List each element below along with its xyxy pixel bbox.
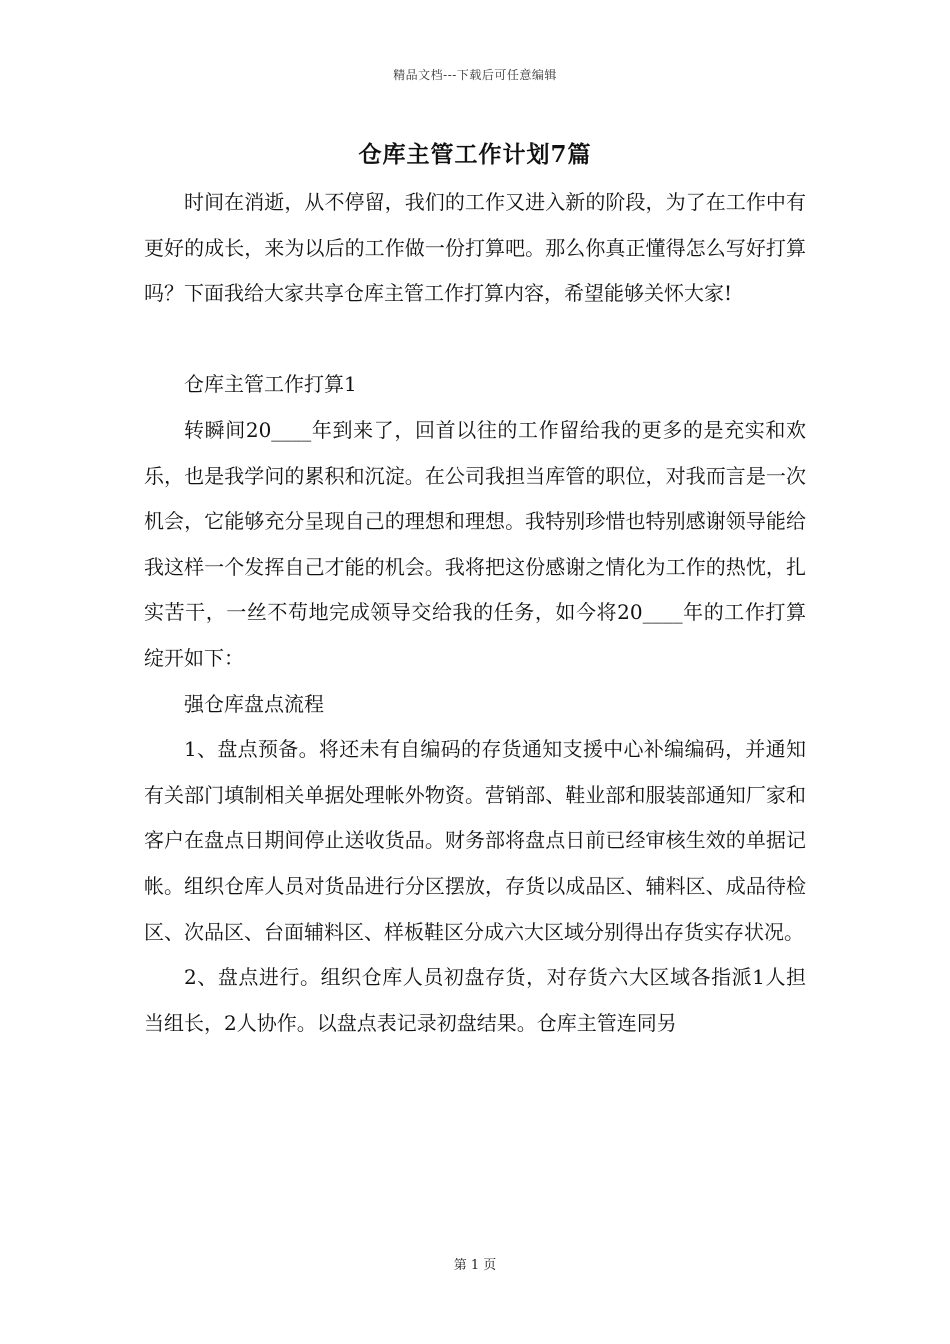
paragraph: 转瞬间20____年到来了，回首以往的工作留给我的更多的是充实和欢乐，也是我学问的累积和沉淀。在公司我担当库管的职位，对我而言是一次机会，它能够充分呈现自己的理想和理想。我特别珍惜也特别感谢领导能给我这样一个发挥自己才能的机会。我将把这份感谢之情化为工作的热忱，扎实苦干，一丝不苟地完成领导交给我的任务，如今将20____年的工作打算绽开如下： [144,417,806,670]
page-header: 精品文档---下载后可任意编辑 [393,68,557,82]
document-title: 仓库主管工作计划7篇 [358,141,592,168]
paragraph: 1、盘点预备。将还未有自编码的存货通知支援中心补编编码，并通知有关部门填制相关单据处理帐外物资。营销部、鞋业部和服装部通知厂家和客户在盘点日期间停止送收货品。财务部将盘点日前已经审核生效的单据记帐。组织仓库人员对货品进行分区摆放，存货以成品区、辅料区、成品待检区、次品区、台面辅料区、样板鞋区分成六大区域分别得出存货实存状况。 [144,737,806,944]
subsection-heading: 强仓库盘点流程 [184,691,324,716]
paragraph: 2、盘点进行。组织仓库人员初盘存货，对存货六大区域各指派1人担当组长，2人协作。以盘点表记录初盘结果。仓库主管连同另 [144,965,806,1035]
page-number: 第 1 页 [453,1258,497,1273]
section-heading: 仓库主管工作打算1 [184,372,357,397]
paragraph-intro: 时间在消逝，从不停留，我们的工作又进入新的阶段，为了在工作中有更好的成长，来为以后的工作做一份打算吧。那么你真正懂得怎么写好打算吗？下面我给大家共享仓库主管工作打算内容，希望能够关怀大家! [144,190,806,306]
document-body [144,180,806,1046]
